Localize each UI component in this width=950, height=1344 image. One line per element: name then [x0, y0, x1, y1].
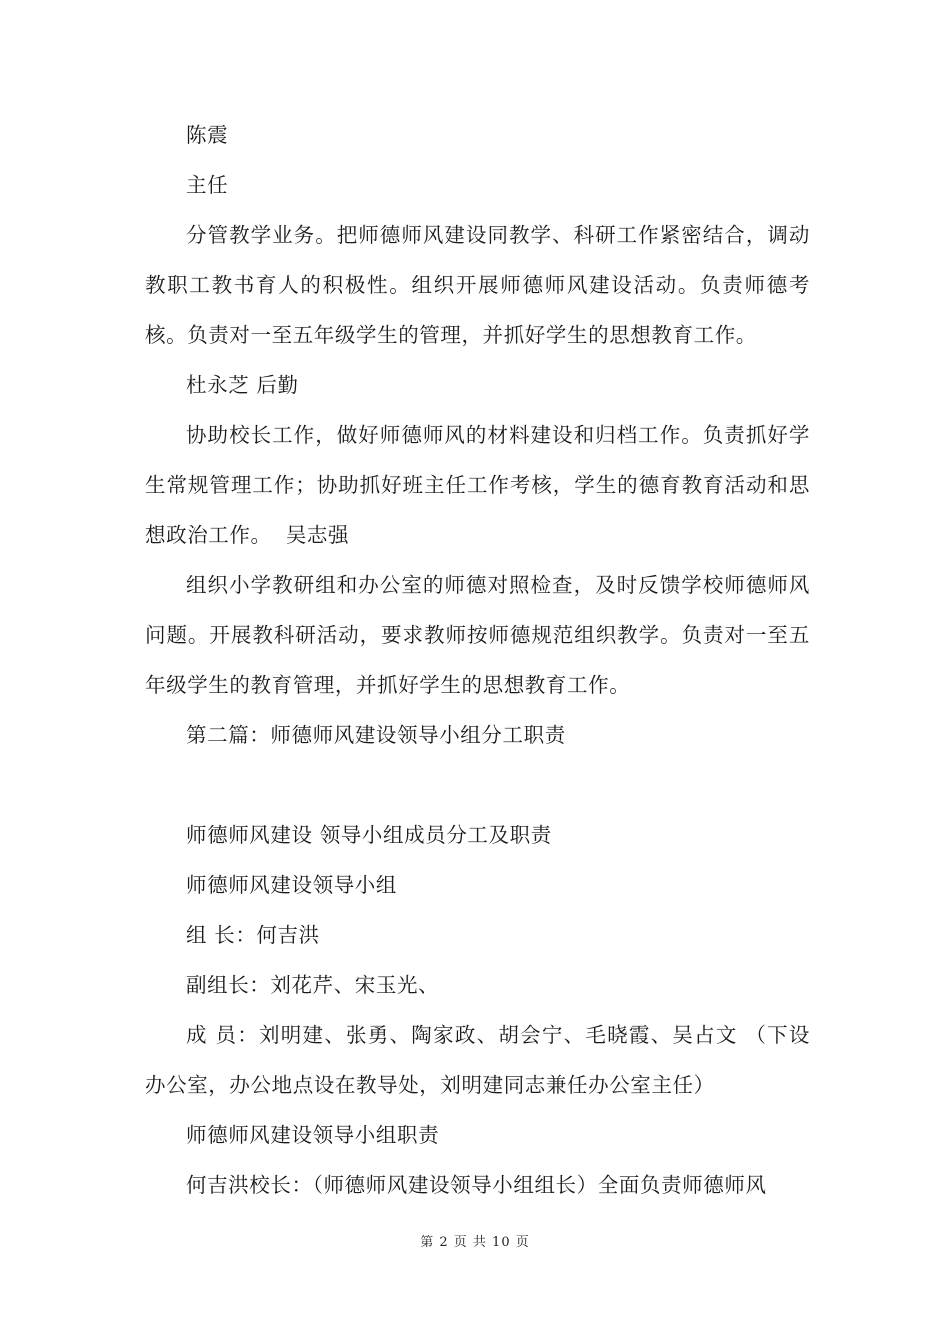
section-heading-part-two: 第二篇：师德师风建设领导小组分工职责: [186, 723, 566, 747]
paragraph-deputy-leaders: 副组长：刘花芹、宋玉光、: [186, 973, 440, 997]
paragraph-group-leader: 组 长：何吉洪: [186, 923, 320, 947]
blank-line: [145, 760, 810, 810]
paragraph-research-inspection: 组织小学教研组和办公室的师德对照检查，及时反馈学校师德师风问题。开展教科研活动，要求教师按师德规范组织教学。负责对一至五年级学生的教育管理，并抓好学生的思想教育工作。: [145, 573, 810, 697]
paragraph-assist-principal: 协助校长工作，做好师德师风的材料建设和归档工作。负责抓好学生常规管理工作；协助抓好班主任工作考核，学生的德育教育活动和思想政治工作。 吴志强: [145, 423, 810, 547]
paragraph-role-director: 主任: [186, 173, 229, 197]
paragraph-du-yongzhi-logistics: 杜永芝 后勤: [186, 373, 299, 397]
paragraph-group-title: 师德师风建设 领导小组成员分工及职责: [186, 823, 552, 847]
paragraph-name-chen-zhen: 陈震: [186, 123, 229, 147]
paragraph-members: 成 员：刘明建、张勇、陶家政、胡会宁、毛晓霞、吴占文 （下设办公室，办公地点设在教导处，刘明建同志兼任办公室主任）: [145, 1023, 810, 1097]
paragraph-group-name: 师德师风建设领导小组: [186, 873, 397, 897]
paragraph-principal-duties: 何吉洪校长：（师德师风建设领导小组组长）全面负责师德师风: [186, 1173, 767, 1197]
paragraph-group-duties-heading: 师德师风建设领导小组职责: [186, 1123, 440, 1147]
paragraph-teaching-duties: 分管教学业务。把师德师风建设同教学、科研工作紧密结合，调动教职工教书育人的积极性。组织开展师德师风建设活动。负责师德考核。负责对一至五年级学生的管理，并抓好学生的思想教育工作。: [145, 223, 810, 347]
page-footer: 第 2 页 共 10 页: [420, 1235, 530, 1250]
document-body: [145, 110, 810, 1210]
